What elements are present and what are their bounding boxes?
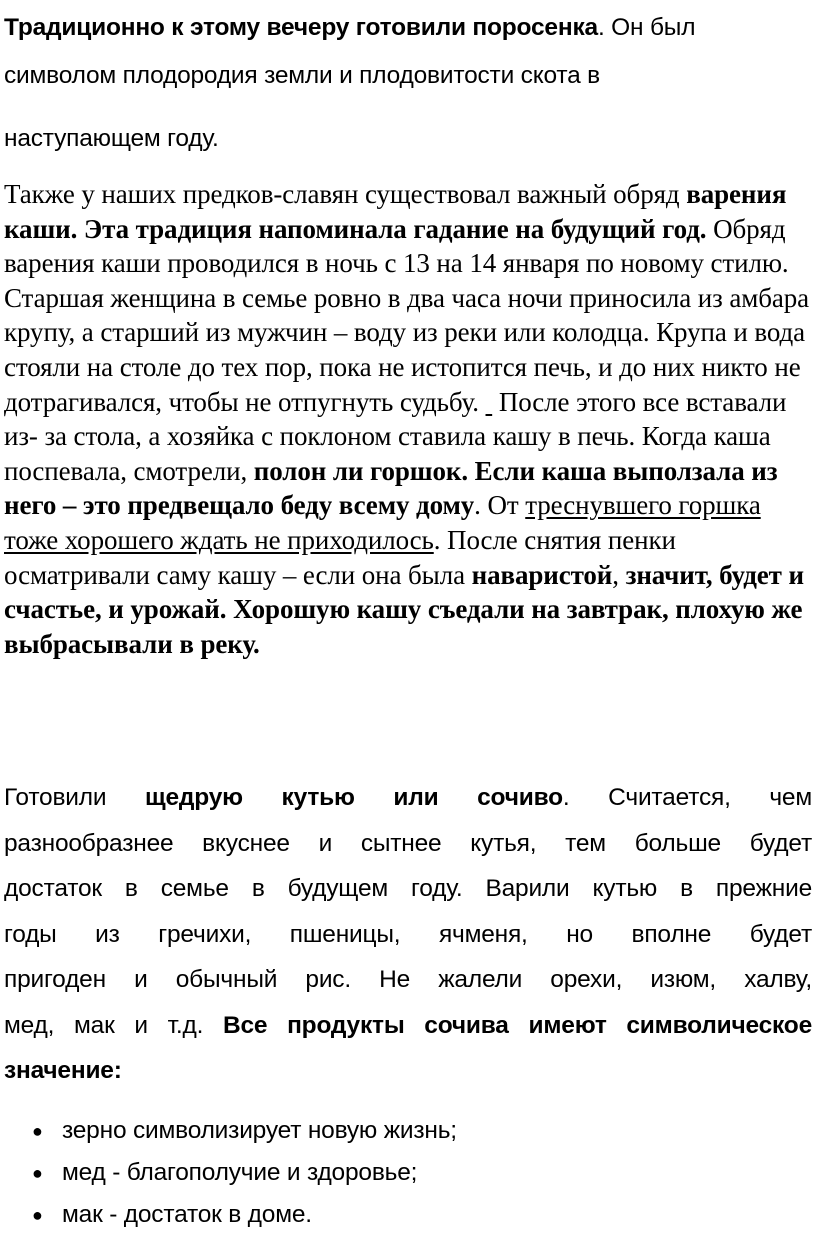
bold-lead-piglet: Традиционно к этому вечеру готовили поросенка xyxy=(4,14,598,41)
list-item-text: мед - благополучие и здоровье; xyxy=(62,1159,418,1186)
symbol-list xyxy=(0,1110,457,1236)
paragraph-piglet xyxy=(4,4,812,163)
bullet-icon: ● xyxy=(32,1163,43,1183)
text-run: символом плодородия земли и плодовитости скота в xyxy=(4,62,600,89)
bold-run: наваристой xyxy=(471,559,613,590)
text-run: . После снятия пенки осматривали саму кашу – если она была xyxy=(4,524,676,590)
list-item-text: зерно символизирует новую жизнь; xyxy=(62,1117,457,1144)
bold-run: щедрую кутью или сочиво xyxy=(145,784,563,811)
bold-run: Все продукты сочива имеют символическое xyxy=(222,1011,812,1039)
bold-run: значит, будет и счастье, и урожай. Хорошую кашу съедали на завтрак, плохую же выбрасывали в реку. xyxy=(4,559,804,659)
underlined-run: треснувшего горшка xyxy=(525,490,761,521)
bold-run: полон ли горшок. Если каша выползала из него – это предвещало беду всему дому xyxy=(4,455,778,521)
bold-run: варения каши. Эта традиция напоминала гадание на будущий год. xyxy=(4,179,787,244)
text-line xyxy=(4,1003,812,1049)
bullet-icon: ● xyxy=(32,1121,43,1141)
list-item xyxy=(0,1194,457,1236)
text-run: наступающем году. xyxy=(4,125,219,152)
bold-run: значение: xyxy=(4,1057,122,1084)
paragraph-kutya xyxy=(4,775,812,1094)
text-line: достаток в семье в будущем году. Варили кутью в прежние xyxy=(4,875,812,902)
text-run: Готовили xyxy=(4,784,146,811)
text-line: годы из гречихи, пшеницы, ячменя, но вполне будет xyxy=(4,920,812,948)
paragraph-porridge-rite xyxy=(4,177,812,661)
text-run: Также у наших предков-славян существовал важный обряд xyxy=(4,179,687,209)
text-run: , xyxy=(612,559,626,590)
underlined-run: тоже хорошего ждать не приходилось xyxy=(4,524,434,555)
text-run: . Считается, чем xyxy=(562,784,812,811)
text-line: разнообразнее вкуснее и сытнее кутья, тем больше будет xyxy=(4,829,812,857)
text-run: После этого все вставали из- за стола, а хозяйка с поклоном ставила кашу в печь. Когда каша поспевала, смотрели, xyxy=(4,386,787,486)
list-item-text: мак - достаток в доме. xyxy=(62,1201,312,1228)
text-run: . Он был xyxy=(597,14,696,41)
bullet-icon: ● xyxy=(32,1205,43,1225)
list-item xyxy=(0,1110,457,1152)
text-line: пригоден и обычный рис. Не жалели орехи, изюм, халву, xyxy=(4,966,812,993)
text-run: . От xyxy=(474,490,526,521)
text-run: мед, мак и т.д. xyxy=(4,1011,223,1039)
list-item xyxy=(0,1152,457,1194)
text-line xyxy=(4,775,812,821)
text-run: Обряд варения каши проводился в ночь с 13 на 14 января по новому стилю. Старшая женщина в семье ровно в два часа ночи приносила из амбара крупу, а старший из мужчин – воду из реки или колодца. Крупа и вода стояли на столе до тех пор, пока не истопится печь, и до них никто не дотрагивался, чтобы не отпугнуть судьбу. xyxy=(4,213,810,417)
